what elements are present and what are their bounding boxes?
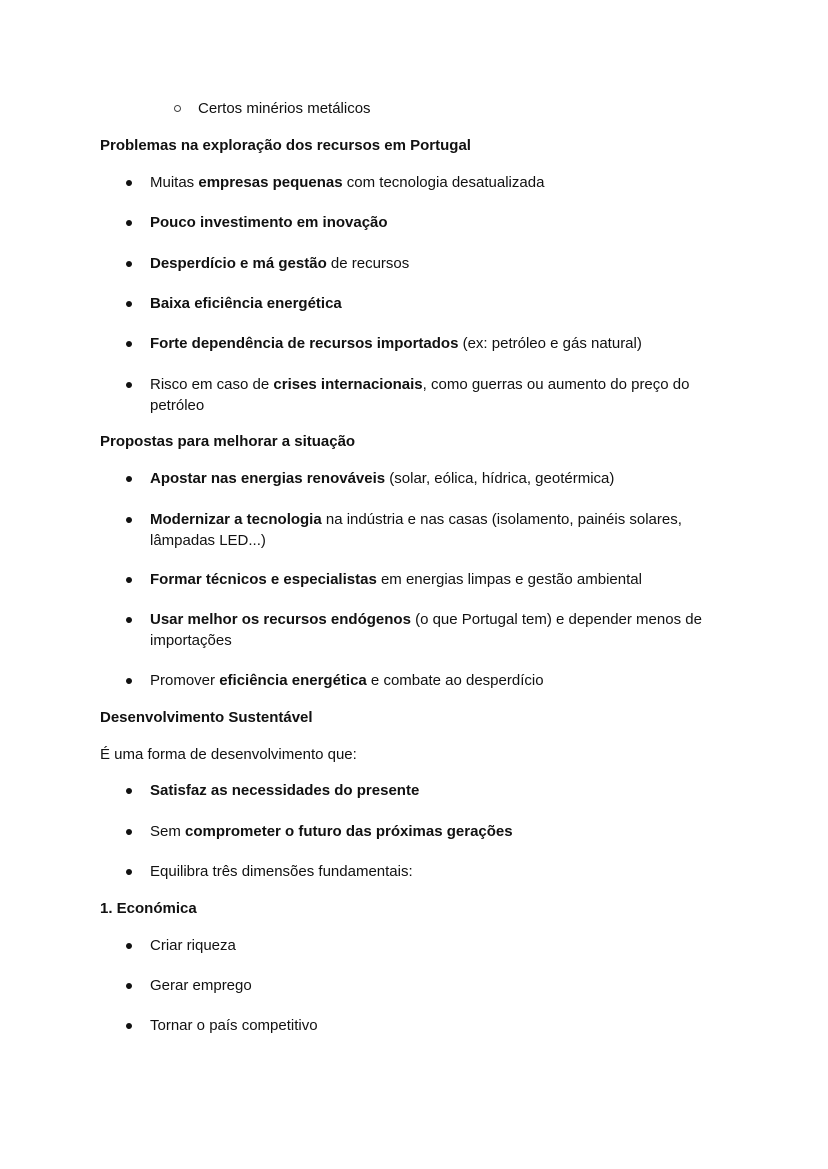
- bullet-icon: [126, 382, 132, 388]
- section-heading: Desenvolvimento Sustentável: [100, 709, 313, 726]
- bullet-icon: [126, 869, 132, 875]
- section-heading: Propostas para melhorar a situação: [100, 433, 356, 450]
- bullet-icon: [126, 617, 132, 623]
- bullet-icon: [126, 1023, 132, 1029]
- document-page: Certos minérios metálicos Problemas na exploração dos recursos em Portugal Muitas empresas pequenas com tecnologia desatualizada Pouco investimento em inovação Desperdício e má gestão de recursos Baixa eficiência energética Forte dependência de recursos importados (ex: petróleo e gás natural) Risco em caso de crises internacionais, como guerras ou aumento do preço do petróleo Propostas para melhorar a situação Apostar nas energias renováveis (solar, eólica, hídrica, geotérmica) Modernizar a tecnologia na indústria e nas casas (isolamento, painéis solares, lâmpadas LED...) Formar técnicos e especialistas em energias limpas e gestão ambiental Usar melhor os recursos endógenos (o que Portugal tem) e depender menos de importações Promover eficiência energética e combate ao desperdício Desenvolvimento Sustentável É uma forma de desenvolvimento que: Satisfaz as necessidades do presente Sem comprometer o futuro das próximas gerações Equilibra três dimensões fundamentais: 1. Económica Criar riqueza Gerar emprego Tornar o país competitivo: [100, 100, 702, 1034]
- bullet-icon: [126, 341, 132, 347]
- section-heading: 1. Económica: [100, 900, 197, 917]
- section-heading: Problemas na exploração dos recursos em Portugal: [100, 137, 471, 154]
- bullet-icon: [126, 943, 132, 949]
- bullet-icon: [126, 829, 132, 835]
- bullet-icon: [126, 301, 132, 307]
- bullet-icon: [126, 476, 132, 482]
- bullet-icon: [126, 180, 132, 186]
- list-item-text: Certos minérios metálicos: [198, 100, 371, 117]
- bullet-icon: [126, 577, 132, 583]
- bullet-icon: [126, 983, 132, 989]
- bullet-icon: [126, 220, 132, 226]
- bullet-icon: [126, 517, 132, 523]
- hollow-bullet-icon: [174, 105, 181, 112]
- bullet-icon: [126, 788, 132, 794]
- bullet-icon: [126, 678, 132, 684]
- paragraph: É uma forma de desenvolvimento que:: [100, 746, 357, 763]
- bullet-icon: [126, 261, 132, 267]
